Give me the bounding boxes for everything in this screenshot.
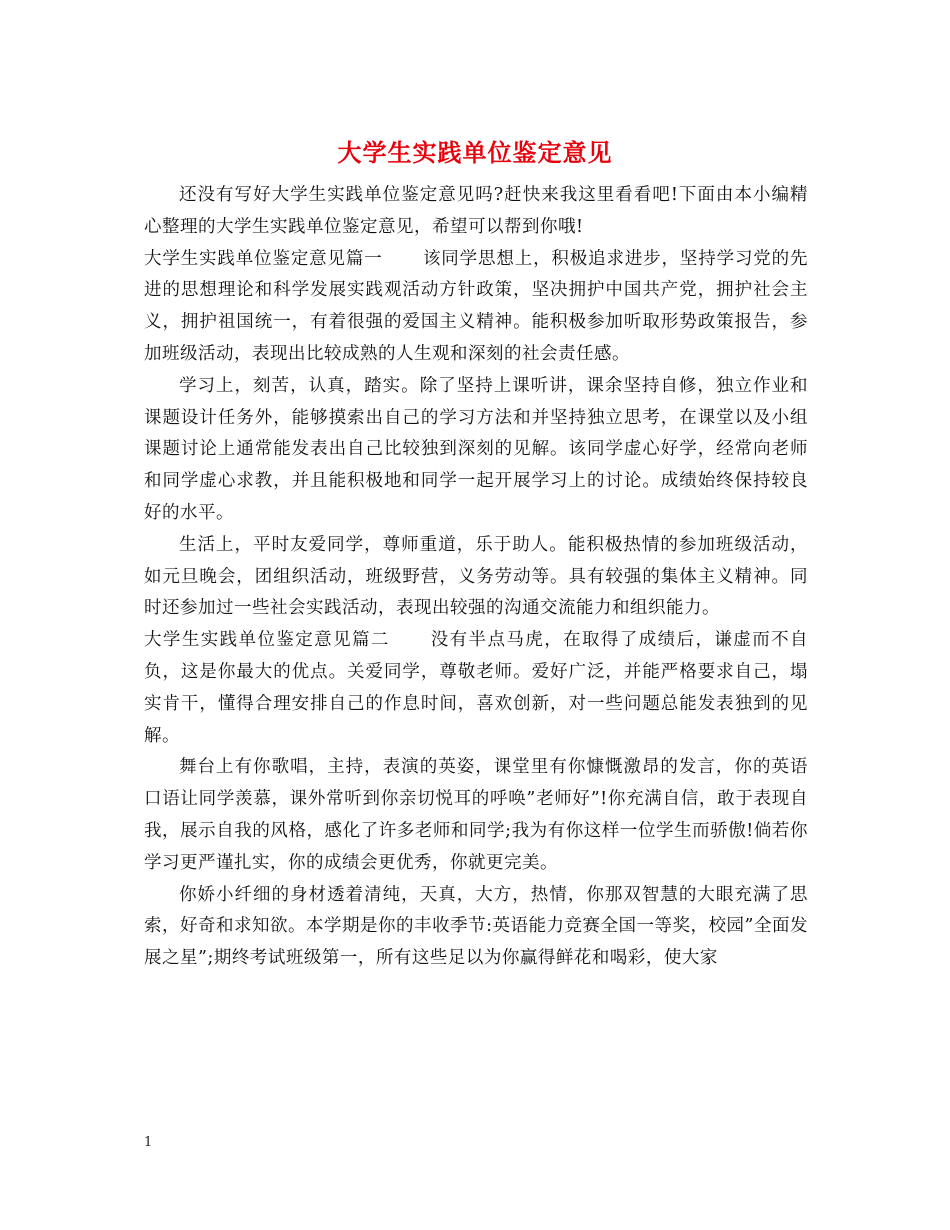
section2-heading: 大学生实践单位鉴定意见篇二: [144, 630, 390, 651]
section1-heading: 大学生实践单位鉴定意见篇一: [144, 248, 383, 269]
document-title: 大学生实践单位鉴定意见: [337, 138, 613, 167]
section2-paragraph-2: 舞台上有你歌唱，主持，表演的英姿，课堂里有你慷慨激昂的发言，你的英语口语让同学羡慕，课外常听到你亲切悦耳的呼唤”老师好”!你充满自信，敢于表现自我，展示自我的风格，感化了许多老师和同学;我为有你这样一位学生而骄傲!倘若你学习更严谨扎实，你的成绩会更优秀，你就更完美。: [144, 757, 808, 873]
page-number: 1: [144, 1135, 153, 1150]
section2-paragraph-1: 没有半点马虎，在取得了成绩后，谦虚而不自负，这是你最大的优点。关爱同学，尊敬老师。爱好广泛，并能严格要求自己，塌实肯干，懂得合理安排自己的作息时间，喜欢创新，对一些问题总能发表独到的见解。: [144, 630, 809, 746]
section2-first-paragraph: [144, 625, 808, 752]
section1-paragraph-2: 学习上，刻苦，认真，踏实。除了坚持上课听讲，课余坚持自修，独立作业和课题设计任务外，能够摸索出自己的学习方法和并坚持独立思考，在课堂以及小组课题讨论上通常能发表出自己比较独到深刻的见解。该同学虚心好学，经常向老师和同学虚心求教，并且能积极地和同学一起开展学习上的讨论。成绩始终保持较良好的水平。: [144, 375, 808, 523]
section1-first-paragraph: [144, 244, 808, 371]
document-body: [144, 180, 808, 975]
section2-paragraph-3: 你娇小纤细的身材透着清纯，天真，大方，热情，你那双智慧的大眼充满了思索，好奇和求知欲。本学期是你的丰收季节:英语能力竞赛全国一等奖，校园”全面发展之星”;期终考试班级第一，所有这些足以为你赢得鲜花和喝彩，使大家: [144, 884, 808, 969]
intro-paragraph: 还没有写好大学生实践单位鉴定意见吗?赶快来我这里看看吧!下面由本小编精心整理的大学生实践单位鉴定意见，希望可以帮到你哦!: [144, 185, 808, 237]
section1-paragraph-3: 生活上，平时友爱同学，尊师重道，乐于助人。能积极热情的参加班级活动，如元旦晚会，团组织活动，班级野营，义务劳动等。具有较强的集体主义精神。同时还参加过一些社会实践活动，表现出较强的沟通交流能力和组织能力。: [144, 534, 808, 619]
section1-paragraph-1: 该同学思想上，积极追求进步，坚持学习党的先进的思想理论和科学发展实践观活动方针政策，坚决拥护中国共产党，拥护社会主义，拥护祖国统一，有着很强的爱国主义精神。能积极参加听取形势政策报告，参加班级活动，表现出比较成熟的人生观和深刻的社会责任感。: [144, 248, 809, 364]
